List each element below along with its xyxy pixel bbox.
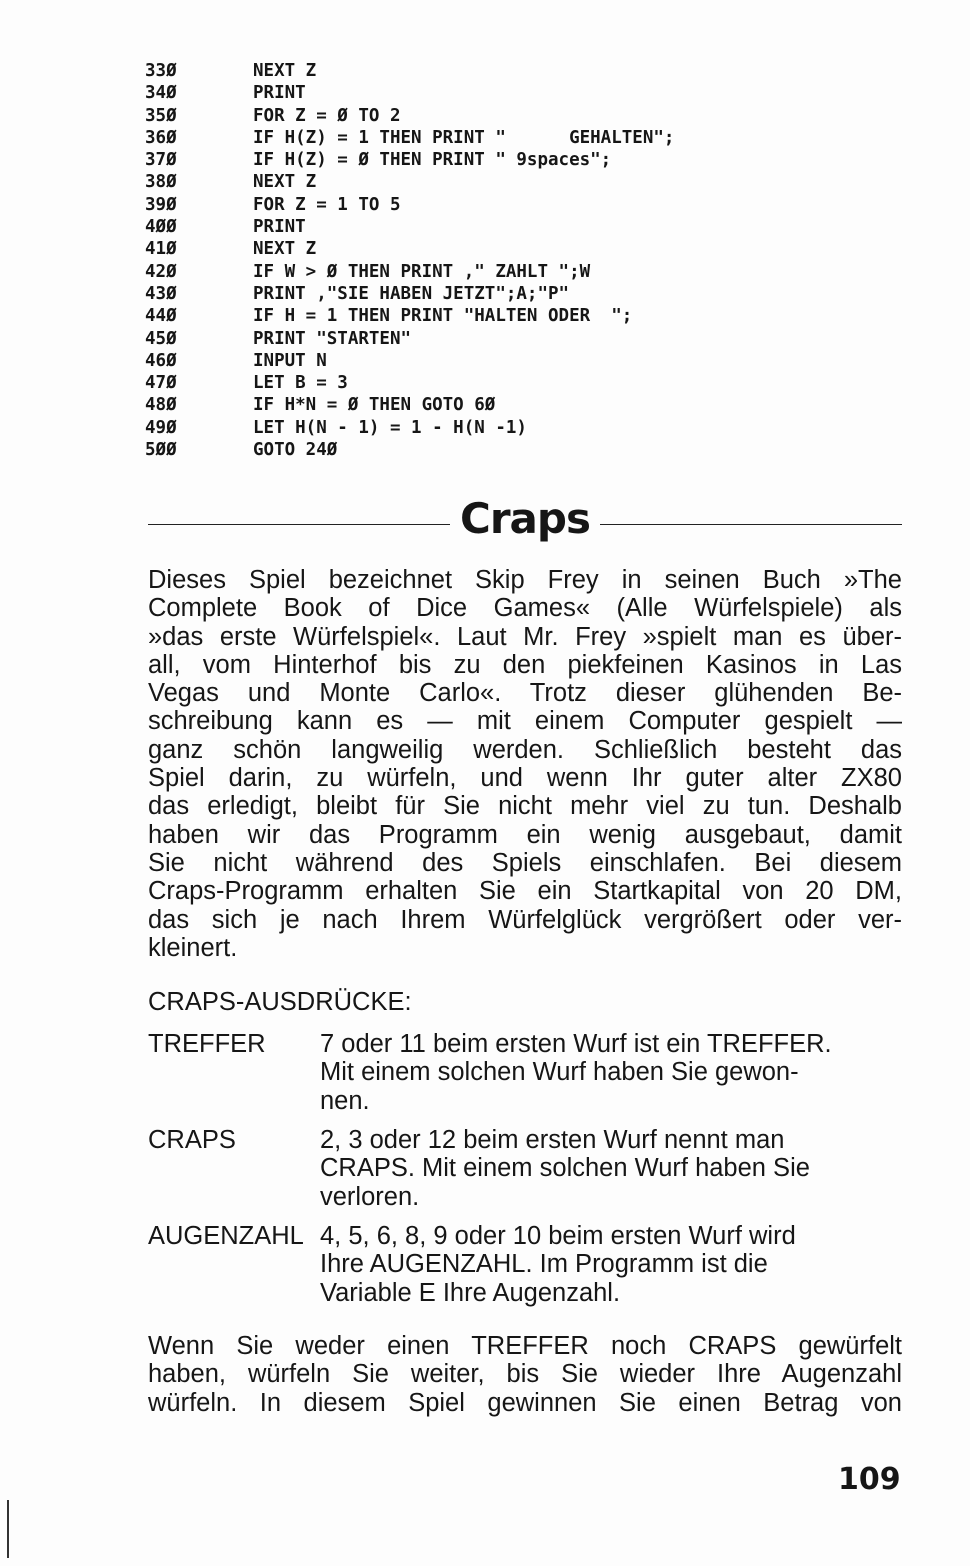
line-number: 34Ø <box>145 83 177 104</box>
line-number: 39Ø <box>145 194 177 215</box>
text-line: Variable E Ihre Augenzahl. <box>320 1278 621 1307</box>
line-number: 44Ø <box>145 306 177 327</box>
code-line <box>145 238 905 260</box>
code-line <box>145 105 905 127</box>
code-statement: GOTO 24Ø <box>253 440 338 461</box>
term-definition <box>320 1222 902 1307</box>
code-statement: NEXT Z <box>253 61 317 81</box>
code-line <box>145 149 905 171</box>
text-line: Dieses Spiel bezeichnet Skip Frey in seinen Buch »The <box>148 566 902 594</box>
code-statement: PRINT ,"SIE HABEN JETZT";A;"P" <box>253 283 570 304</box>
closing-paragraph <box>148 1332 902 1417</box>
code-line <box>145 305 905 327</box>
term-name: TREFFER <box>148 1030 266 1058</box>
code-statement: LET H(N - 1) = 1 - H(N -1) <box>253 417 527 438</box>
code-statement: FOR Z = 1 TO 5 <box>253 194 401 215</box>
code-statement: PRINT "STARTEN" <box>253 328 412 349</box>
term-definition <box>320 1030 902 1115</box>
text-line: 2, 3 oder 12 beim ersten Wurf nennt man <box>320 1126 785 1154</box>
basic-listing <box>145 60 905 461</box>
line-number: 5ØØ <box>145 440 177 461</box>
text-line: haben wir das Programm ein wenig ausgebaut, damit <box>148 820 902 849</box>
page-number: 109 <box>838 1462 901 1497</box>
line-number: 45Ø <box>145 328 177 349</box>
heading-rule-left <box>148 524 450 525</box>
text-line: 4, 5, 6, 8, 9 oder 10 beim ersten Wurf wird <box>320 1222 796 1250</box>
intro-paragraph <box>148 566 902 962</box>
text-line: Wenn Sie weder einen TREFFER noch CRAPS gewürfelt <box>148 1332 902 1360</box>
line-number: 43Ø <box>145 283 177 304</box>
line-number: 47Ø <box>145 373 177 394</box>
text-line: Sie nicht während des Spiels einschlafen. Bei diesem <box>148 848 902 877</box>
text-line: 7 oder 11 beim ersten Wurf ist ein TREFFER. <box>320 1030 832 1058</box>
code-line <box>145 328 905 350</box>
code-line <box>145 283 905 305</box>
code-line <box>145 194 905 216</box>
text-line: verloren. <box>320 1182 420 1211</box>
text-line: würfeln. In diesem Spiel gewinnen Sie einen Betrag von <box>148 1388 902 1417</box>
code-line <box>145 261 905 283</box>
line-number: 49Ø <box>145 417 177 438</box>
text-line: das erledigt, bleibt für Sie nicht mehr viel zu tun. Deshalb <box>148 792 902 821</box>
section-title: Craps <box>460 494 590 543</box>
text-line: Complete Book of Dice Games« (Alle Würfelspiele) als <box>148 594 902 623</box>
section-heading-row <box>148 494 902 544</box>
code-line <box>145 82 905 104</box>
line-number: 35Ø <box>145 105 177 126</box>
code-statement: IF H(Z) = 1 THEN PRINT " GEHALTEN"; <box>253 127 675 148</box>
terms-heading: CRAPS-AUSDRÜCKE: <box>148 988 412 1016</box>
text-line: haben, würfeln Sie weiter, bis Sie wieder Ihre Augenzahl <box>148 1360 902 1389</box>
text-line: das sich je nach Ihrem Würfelglück vergrößert oder ver- <box>148 905 902 934</box>
line-number: 42Ø <box>145 261 177 282</box>
line-number: 38Ø <box>145 172 177 193</box>
text-line: nen. <box>320 1086 370 1115</box>
scan-edge-mark <box>7 1500 9 1558</box>
code-statement: INPUT N <box>253 350 327 371</box>
code-statement: FOR Z = Ø TO 2 <box>253 105 401 126</box>
line-number: 41Ø <box>145 239 177 260</box>
text-line: Ihre AUGENZAHL. Im Programm ist die <box>320 1250 768 1279</box>
code-line <box>145 372 905 394</box>
code-statement: PRINT <box>253 83 306 104</box>
code-line <box>145 171 905 193</box>
code-line <box>145 60 905 82</box>
text-line: »das erste Würfelspiel«. Laut Mr. Frey »spielt man es über- <box>148 622 902 651</box>
line-number: 4ØØ <box>145 217 177 238</box>
heading-rule-right <box>600 524 902 525</box>
text-line: Vegas und Monte Carlo«. Trotz dieser glühenden Be- <box>148 679 902 708</box>
code-line <box>145 394 905 416</box>
term-name: AUGENZAHL <box>148 1222 304 1250</box>
code-statement: IF H(Z) = Ø THEN PRINT " 9spaces"; <box>253 150 612 171</box>
code-line <box>145 216 905 238</box>
code-statement: NEXT Z <box>253 172 317 193</box>
term-definition <box>320 1126 902 1211</box>
text-line: ganz schön langweilig werden. Schließlich besteht das <box>148 735 902 764</box>
line-number: 46Ø <box>145 350 177 371</box>
line-number: 36Ø <box>145 127 177 148</box>
code-line <box>145 127 905 149</box>
code-line <box>145 350 905 372</box>
code-statement: LET B = 3 <box>253 373 348 394</box>
text-line: kleinert. <box>148 933 238 962</box>
text-line: Mit einem solchen Wurf haben Sie gewon- <box>320 1058 799 1087</box>
code-statement: NEXT Z <box>253 239 317 260</box>
text-line: all, vom Hinterhof bis zu den piekfeinen Kasinos in Las <box>148 650 902 679</box>
code-statement: PRINT <box>253 217 306 238</box>
text-line: CRAPS. Mit einem solchen Wurf haben Sie <box>320 1154 810 1183</box>
code-statement: IF H = 1 THEN PRINT "HALTEN ODER "; <box>253 306 633 327</box>
code-line <box>145 417 905 439</box>
code-line <box>145 439 905 461</box>
line-number: 37Ø <box>145 150 177 171</box>
code-statement: IF W > Ø THEN PRINT ," ZAHLT ";W <box>253 261 591 282</box>
line-number: 33Ø <box>145 61 177 81</box>
code-statement: IF H*N = Ø THEN GOTO 6Ø <box>253 395 496 416</box>
text-line: schreibung kann es — mit einem Computer gespielt — <box>148 707 902 736</box>
line-number: 48Ø <box>145 395 177 416</box>
text-line: Craps-Programm erhalten Sie ein Startkapital von 20 DM, <box>148 877 902 906</box>
term-name: CRAPS <box>148 1126 236 1154</box>
text-line: Spiel darin, zu würfeln, und wenn Ihr guter alter ZX80 <box>148 764 902 793</box>
